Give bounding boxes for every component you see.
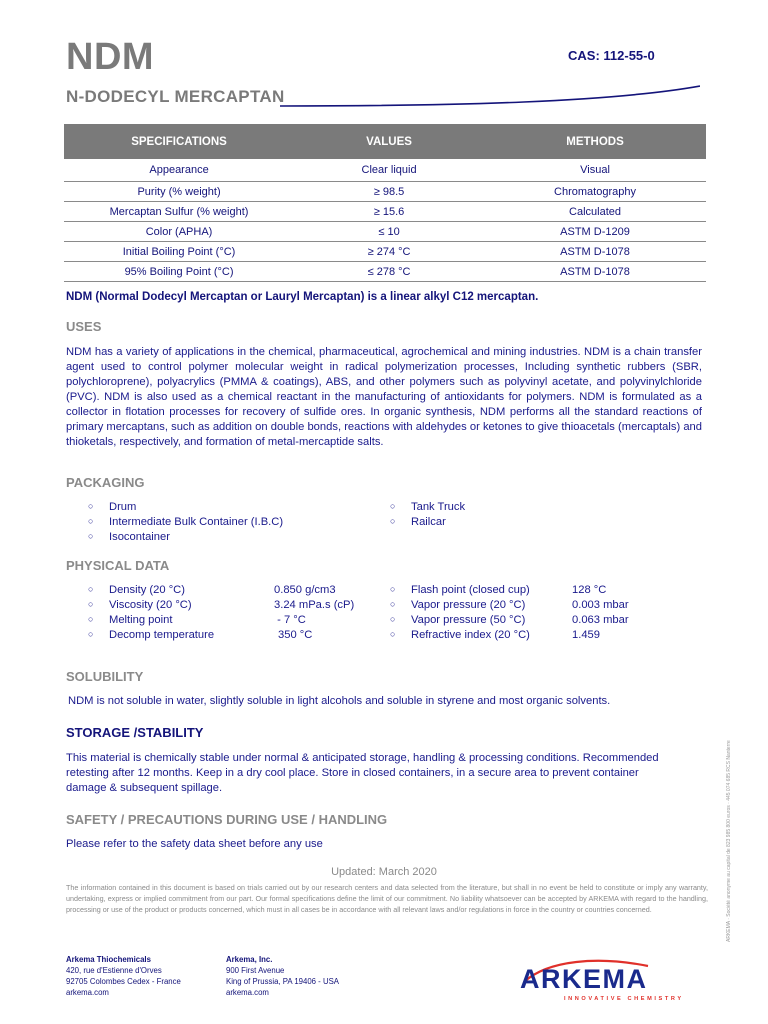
bullet-icon: ○	[88, 629, 94, 639]
arkema-logo	[518, 958, 708, 1002]
address-line: King of Prussia, PA 19406 - USA	[226, 977, 339, 986]
header-swoosh-graphic	[280, 84, 700, 110]
table-cell: Calculated	[484, 202, 706, 222]
table-header-row	[64, 124, 706, 159]
table-cell: Appearance	[64, 159, 294, 182]
safety-heading: SAFETY / PRECAUTIONS DURING USE / HANDLING	[66, 812, 388, 827]
table-cell: ASTM D-1078	[484, 262, 706, 282]
bullet-icon: ○	[390, 501, 396, 511]
logo-tagline: INNOVATIVE CHEMISTRY	[564, 996, 684, 1002]
table-cell: ≤ 10	[294, 222, 484, 242]
legal-disclaimer: The information contained in this document is based on trials carried out by our research centers and data selected from the literature, but shall in no event be held to constitute or imply any warranty, undertaking, express or implied commitment from our part. Our formal specifications define the limit of our commitment. No liability whatsoever can be accepted by ARKEMA with regard to the handling, processing or use of the product or products concerned, which must in all cases be in accordance with all relevant laws and/or regulations in force in the country or countries concerned.	[66, 883, 708, 914]
website-text: arkema.com	[66, 988, 109, 997]
table-cell: Chromatography	[484, 182, 706, 202]
bullet-icon: ○	[88, 516, 94, 526]
address-line: 92705 Colombes Cedex - France	[66, 977, 181, 986]
solubility-text: NDM is not soluble in water, slightly soluble in light alcohols and soluble in styrene and most organic solvents.	[68, 695, 611, 707]
product-subtitle: N-DODECYL MERCAPTAN	[66, 87, 285, 106]
list-item: ○ Viscosity (20 °C) 3.24 mPa.s (cP)	[88, 599, 355, 611]
packaging-list-right	[390, 501, 590, 531]
table-cell: Initial Boiling Point (°C)	[64, 242, 294, 262]
table-cell: ≤ 278 °C	[294, 262, 484, 282]
address-line: 420, rue d'Estienne d'Orves	[66, 966, 162, 975]
bullet-icon: ○	[88, 584, 94, 594]
list-item: ○ Vapor pressure (20 °C) 0.003 mbar	[390, 599, 629, 611]
product-intro: NDM (Normal Dodecyl Mercaptan or Lauryl Mercaptan) is a linear alkyl C12 mercaptan.	[66, 291, 539, 303]
table-header-values: VALUES	[294, 124, 484, 159]
packaging-heading: PACKAGING	[66, 475, 145, 490]
table-row	[64, 159, 706, 182]
solubility-heading: SOLUBILITY	[66, 669, 144, 684]
storage-text: This material is chemically stable under normal & anticipated storage, handling & processing conditions. Recommended retesting after 12 months. Keep in a dry cool place. Store in closed containers, in a secure area to prevent container damage & subsequent spillage.	[66, 752, 659, 794]
table-cell: ≥ 98.5	[294, 182, 484, 202]
cas-number: CAS: 112-55-0	[568, 48, 655, 63]
uses-text: NDM has a variety of applications in the chemical, pharmaceutical, agrochemical and mining industries. NDM is a chain transfer agent used to control polymer molecular weight in radical polymerization processes, Including synthetic rubbers (SBR, polychloroprene), polyacrylics (PMMA & coatings), ABS, and other polymers such as polyvinyl acetate, and polyvinylchloride (PVC). NDM is also used as a chemical reactant in the manufacturing of antioxidants for polymers. NDM is formulated as a collector in flotation processes for recovery of sulfide ores. In organic synthesis, NDM performs all the standard reactions of primary mercaptans, such as addition on double bonds, reactions with aldehydes or ketones to give thioacetals (mercaptals) and thioketals, respectively, and formation of metal-mercaptide salts.	[66, 346, 702, 448]
table-cell: Color (APHA)	[64, 222, 294, 242]
list-item: ○ Density (20 °C) 0.850 g/cm3	[88, 584, 336, 596]
safety-text: Please refer to the safety data sheet before any use	[66, 838, 323, 850]
table-cell: Clear liquid	[294, 159, 484, 182]
uses-heading: USES	[66, 319, 102, 334]
list-item: ○ Isocontainer	[88, 531, 170, 543]
table-header-specifications: SPECIFICATIONS	[64, 124, 294, 159]
vertical-legal-text: ARKEMA · Société anonyme au capital de 823 985 800 euros · 445 074 685 RCS Nanterre	[726, 740, 732, 942]
logo-wordmark: ARKEMA	[520, 964, 648, 994]
address-france	[66, 954, 181, 998]
list-item: ○ Drum	[88, 501, 137, 513]
bullet-icon: ○	[88, 599, 94, 609]
table-cell: Mercaptan Sulfur (% weight)	[64, 202, 294, 222]
updated-date: Updated: March 2020	[331, 866, 437, 878]
list-item: ○ Railcar	[390, 516, 446, 528]
specifications-table	[64, 124, 706, 282]
table-header-methods: METHODS	[484, 124, 706, 159]
product-title: NDM	[66, 36, 155, 78]
table-cell: Purity (% weight)	[64, 182, 294, 202]
table-cell: Visual	[484, 159, 706, 182]
table-row	[64, 222, 706, 242]
bullet-icon: ○	[390, 614, 396, 624]
physical-list-left	[88, 584, 383, 644]
bullet-icon: ○	[88, 614, 94, 624]
packaging-list-left	[88, 501, 378, 546]
table-row	[64, 262, 706, 282]
table-cell: 95% Boiling Point (°C)	[64, 262, 294, 282]
address-usa	[226, 954, 339, 998]
bullet-icon: ○	[88, 531, 94, 541]
list-item: ○ Flash point (closed cup) 128 °C	[390, 584, 607, 596]
list-item: ○ Intermediate Bulk Container (I.B.C)	[88, 516, 284, 528]
table-row	[64, 182, 706, 202]
list-item: ○ Decomp temperature 350 °C	[88, 629, 313, 641]
table-row	[64, 242, 706, 262]
bullet-icon: ○	[390, 599, 396, 609]
company-name: Arkema Thiochemicals	[66, 955, 151, 964]
list-item: ○ Refractive index (20 °C) 1.459	[390, 629, 600, 641]
physical-data-heading: PHYSICAL DATA	[66, 558, 170, 573]
physical-list-right	[390, 584, 660, 644]
bullet-icon: ○	[390, 584, 396, 594]
bullet-icon: ○	[88, 501, 94, 511]
bullet-icon: ○	[390, 516, 396, 526]
storage-heading: STORAGE /STABILITY	[66, 725, 204, 740]
table-row	[64, 202, 706, 222]
bullet-icon: ○	[390, 629, 396, 639]
table-cell: ≥ 274 °C	[294, 242, 484, 262]
website-text: arkema.com	[226, 988, 269, 997]
company-name: Arkema, Inc.	[226, 955, 273, 964]
table-cell: ASTM D-1078	[484, 242, 706, 262]
address-line: 900 First Avenue	[226, 966, 285, 975]
list-item: ○ Melting point - 7 °C	[88, 614, 306, 626]
table-cell: ASTM D-1209	[484, 222, 706, 242]
list-item: ○ Tank Truck	[390, 501, 466, 513]
list-item: ○ Vapor pressure (50 °C) 0.063 mbar	[390, 614, 629, 626]
table-cell: ≥ 15.6	[294, 202, 484, 222]
